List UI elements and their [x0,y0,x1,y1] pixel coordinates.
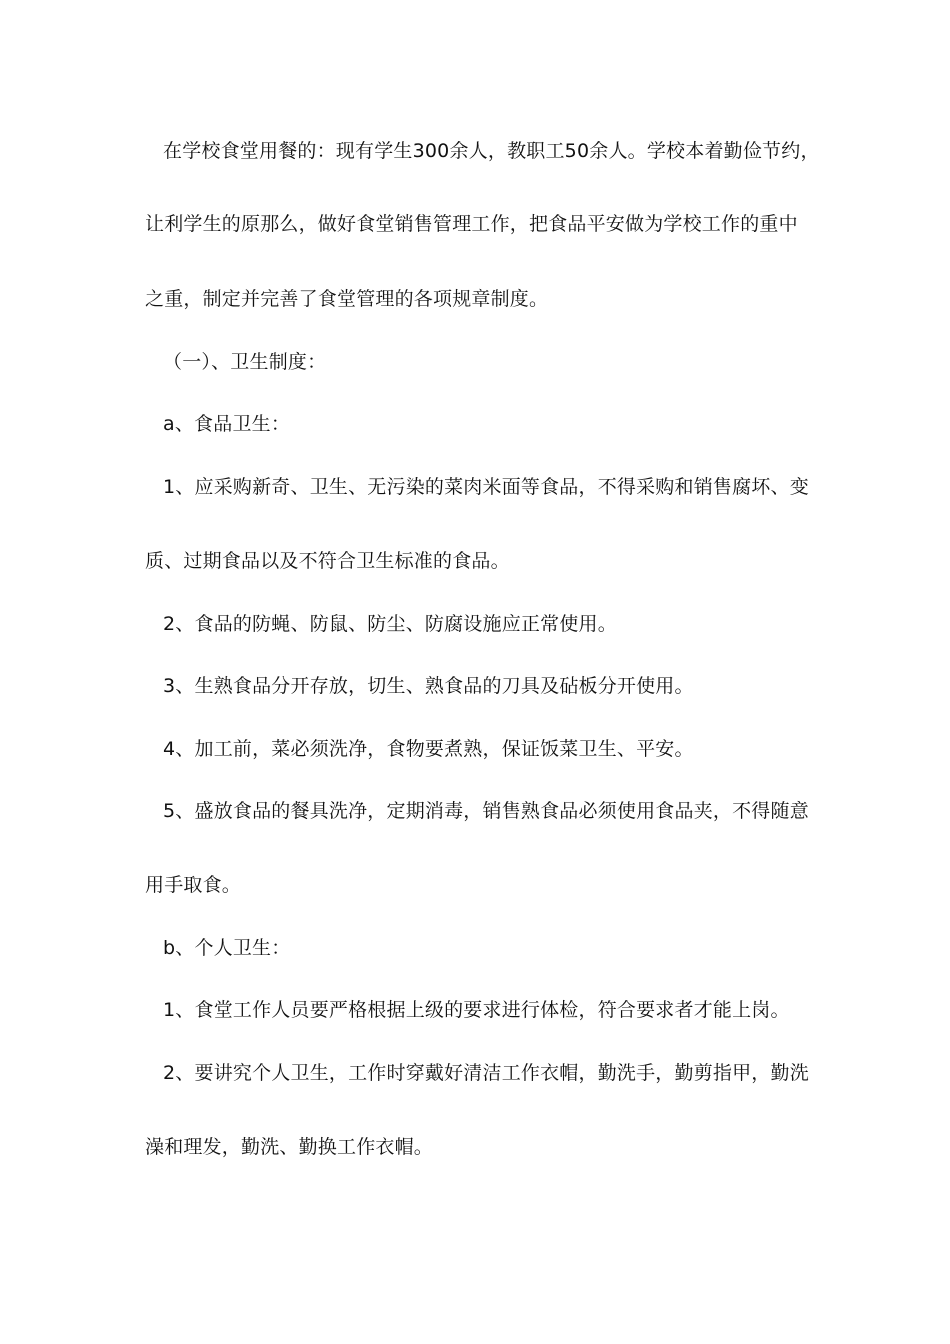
food-rule-5-line-2: 用手取食。 [145,874,242,896]
paragraph-intro-line-2: 让利学生的原那么，做好食堂销售管理工作，把食品平安做为学校工作的重中 [145,213,798,235]
personal-rule-2-line-2: 澡和理发，勤洗、勤换工作衣帽。 [145,1136,434,1158]
personal-rule-2-line-1: 2、要讲究个人卫生，工作时穿戴好清洁工作衣帽，勤洗手，勤剪指甲，勤洗 [163,1062,809,1084]
subsection-heading-personal-hygiene: b、个人卫生： [163,937,291,959]
food-rule-5-line-1: 5、盛放食品的餐具洗净，定期消毒，销售熟食品必须使用食品夹，不得随意 [163,800,809,822]
food-rule-3: 3、生熟食品分开存放，切生、熟食品的刀具及砧板分开使用。 [163,675,694,697]
food-rule-1-line-1: 1、应采购新奇、卫生、无污染的菜肉米面等食品，不得采购和销售腐坏、变 [163,476,809,498]
food-rule-1-line-2: 质、过期食品以及不符合卫生标准的食品。 [145,550,510,572]
food-rule-4: 4、加工前，菜必须洗净，食物要煮熟，保证饭菜卫生、平安。 [163,738,694,760]
subsection-heading-food-hygiene: a、食品卫生： [163,413,291,435]
section-heading-hygiene: （一）、卫生制度： [163,351,327,373]
paragraph-intro-line-3: 之重，制定并完善了食堂管理的各项规章制度。 [145,288,549,310]
food-rule-2: 2、食品的防蝇、防鼠、防尘、防腐设施应正常使用。 [163,613,617,635]
paragraph-intro-line-1: 在学校食堂用餐的：现有学生300余人，教职工50余人。学校本着勤俭节约， [163,140,820,162]
personal-rule-1: 1、食堂工作人员要严格根据上级的要求进行体检，符合要求者才能上岗。 [163,999,790,1021]
